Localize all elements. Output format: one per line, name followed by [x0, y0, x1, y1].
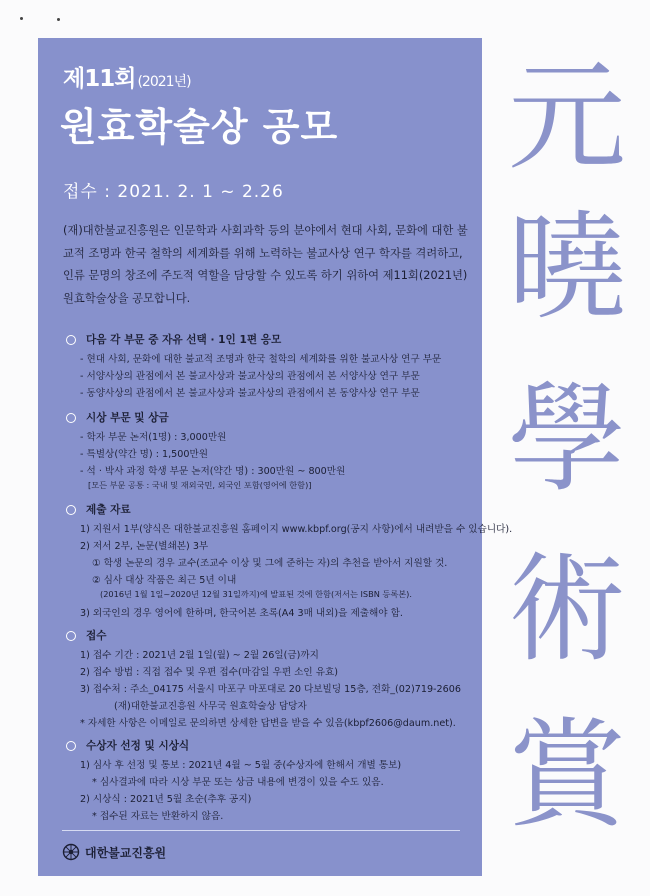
hanja-char: 元 [507, 48, 626, 186]
section-line: (재)대한불교진흥원 사무국 원효학술상 담당자 [114, 701, 307, 712]
section-line: 2) 저서 2부, 논문(별쇄본) 3부 [80, 541, 209, 552]
footer-divider [62, 830, 460, 831]
circle-bullet-icon [66, 335, 76, 345]
section-line: - 현대 사회, 문화에 대한 불교적 조명과 한국 철학의 세계화를 위한 불교사상 연구 부문 [80, 354, 442, 365]
section-heading: 수상자 선정 및 시상식 [66, 738, 189, 753]
section-line: - 서양사상의 관점에서 본 불교사상과 불교사상의 관점에서 본 서양사상 연구 부문 [80, 371, 420, 382]
section-line: - 동양사상의 관점에서 본 불교사상과 불교사상의 관점에서 본 동양사상 연구 부문 [80, 388, 420, 399]
section-line: 2) 시상식 : 2021년 5월 초순(추후 공지) [80, 794, 252, 805]
edition-label: 제11회 (2021년) [63, 66, 191, 92]
section-line: 3) 외국인의 경우 영어에 한하며, 한국어본 초록(A4 3매 내외)을 제출해야 함. [80, 608, 403, 619]
section-line: * 자세한 사항은 이메일로 문의하면 상세한 답변을 받을 수 있음(kbpf2606@daum.net). [80, 718, 456, 729]
section-note: [모든 부문 공통 : 국내 및 재외국민, 외국인 포함(영어에 한함)] [88, 480, 312, 490]
section-line: (2016년 1월 1일~2020년 12월 31일까지)에 발표된 것에 한함(저서는 ISBN 등록본). [100, 589, 412, 599]
section-heading: 접수 [66, 628, 106, 643]
section-line: 1) 심사 후 선정 및 통보 : 2021년 4월 ~ 5월 중(수상자에 한해서 개별 통보) [80, 760, 402, 771]
dharma-wheel-icon [62, 843, 80, 861]
section-line: ① 학생 논문의 경우 교수(조교수 이상 및 그에 준하는 자)의 추천을 받아서 지원할 것. [92, 558, 448, 569]
hanja-char: 學 [507, 370, 626, 508]
section-line: 3) 접수처 : 주소_04175 서울시 마포구 마포대로 20 다보빌딩 15층, 전화_(02)719-2606 [80, 684, 461, 695]
section-line: - 학자 부문 논저(1명) : 3,000만원 [80, 432, 227, 443]
submission-period: 접수 : 2021. 2. 1 ~ 2.26 [63, 182, 284, 202]
section-line: 1) 접수 기간 : 2021년 2월 1일(월) ~ 2월 26일(금)까지 [80, 650, 319, 661]
hanja-char: 術 [507, 540, 626, 678]
circle-bullet-icon [66, 505, 76, 515]
section-line: 1) 지원서 1부(양식은 대한불교진흥원 홈페이지 www.kbpf.org(공지 사항)에서 내려받을 수 있습니다). [80, 524, 513, 535]
section-line: * 심사결과에 따라 시상 부문 또는 상금 내용에 변경이 있을 수도 있음. [92, 777, 384, 788]
section-line: 2) 접수 방법 : 직접 접수 및 우편 접수(마감일 우편 소인 유효) [80, 667, 338, 678]
section-line: - 석 · 박사 과정 학생 부문 논저(약간 명) : 300만원 ~ 800만원 [80, 466, 346, 477]
section-heading: 제출 자료 [66, 502, 131, 517]
edition-year: (2021년) [137, 74, 191, 90]
hanja-char: 曉 [507, 198, 626, 336]
scan-speck [20, 17, 23, 20]
org-name: 대한불교진흥원 [85, 845, 167, 860]
hanja-char: 賞 [507, 706, 626, 844]
circle-bullet-icon [66, 631, 76, 641]
circle-bullet-icon [66, 741, 76, 751]
section-line: * 접수된 자료는 반환하지 않음. [92, 811, 224, 822]
section-line: ② 심사 대상 작품은 최근 5년 이내 [92, 575, 237, 586]
page-title: 원효학술상 공모 [60, 105, 339, 149]
section-heading: 다음 각 부문 중 자유 선택 · 1인 1편 응모 [66, 332, 281, 347]
section-heading: 시상 부문 및 상금 [66, 410, 169, 425]
scan-speck [57, 18, 60, 21]
section-line: - 특별상(약간 명) : 1,500만원 [80, 449, 208, 460]
circle-bullet-icon [66, 413, 76, 423]
org-logo [62, 843, 166, 861]
intro-paragraph: (재)대한불교진흥원은 인문학과 사회과학 등의 분야에서 현대 사회, 문화에 대한 불교적 조명과 한국 철학의 세계화를 위해 노력하는 불교사상 연구 학자를 격려하고, 인류 문명의 창조에 주도적 역할을 담당할 수 있도록 하기 위하여 제11회(2021년) 원효학술상을 공모합니다. [63, 224, 468, 305]
